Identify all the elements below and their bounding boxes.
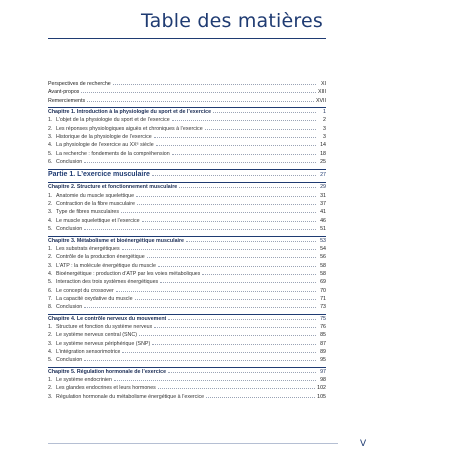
entry-label: Régulation hormonale du métabolisme énergétique à l’exercice xyxy=(56,393,205,400)
toc-entry[interactable] xyxy=(48,323,326,331)
dot-leader xyxy=(179,183,316,188)
dot-leader xyxy=(114,376,316,381)
dot-leader xyxy=(168,315,316,320)
page-number: V xyxy=(360,439,367,449)
entry-number: 1. xyxy=(48,323,53,330)
entry-label: L’ATP : la molécule énergétique du muscle xyxy=(56,262,156,269)
entry-number: 3. xyxy=(48,209,53,216)
entry-label: L’objet de la physiologie du sport et de l’exercice xyxy=(56,117,170,124)
toc-entry-remerciements[interactable] xyxy=(48,97,326,105)
toc-entry-label: Avant-propos xyxy=(48,89,80,96)
entry-number: 1. xyxy=(48,377,53,383)
toc-entry[interactable] xyxy=(48,393,326,401)
toc-chapter-3[interactable] xyxy=(48,236,326,245)
toc-chapter-1[interactable] xyxy=(48,107,326,116)
toc-entry[interactable] xyxy=(48,192,326,200)
entry-number: 1. xyxy=(48,192,53,199)
toc-entry[interactable] xyxy=(48,262,326,270)
toc-entry-page: XIII xyxy=(318,89,326,96)
entry-number: 4. xyxy=(48,348,53,355)
entry-label: Le système endocrinien xyxy=(56,377,112,383)
entry-label: Les substrats énergétiques xyxy=(56,245,120,252)
toc-entry[interactable] xyxy=(48,141,326,149)
entry-label: Le concept du crossover xyxy=(56,287,114,294)
dot-leader xyxy=(156,141,316,146)
chapter-page: 53 xyxy=(320,237,326,244)
entry-label: Les glandes endocrines et leurs hormones xyxy=(56,385,156,392)
chapter-title: Chapitre 3. Métabolisme et bioénergétique musculaire xyxy=(48,237,184,244)
entry-page: 58 xyxy=(320,270,326,277)
dot-leader xyxy=(137,200,316,205)
entry-label: La recherche : fondements de la compréhension xyxy=(56,150,170,157)
toc-entry[interactable] xyxy=(48,116,326,124)
entry-page: 46 xyxy=(320,217,326,224)
toc-entry[interactable] xyxy=(48,150,326,158)
chapter-title: Chapitre 4. Le contrôle nerveux du mouvement xyxy=(48,315,167,322)
entry-number: 2. xyxy=(48,332,53,339)
entry-number: 6. xyxy=(48,159,53,166)
entry-label: Conclusion xyxy=(56,357,83,364)
toc-entry-page: XI xyxy=(320,81,326,87)
entry-page: 71 xyxy=(320,295,326,302)
toc-entry[interactable] xyxy=(48,331,326,339)
dot-leader xyxy=(81,88,316,93)
entry-number: 4. xyxy=(48,217,53,224)
dot-leader xyxy=(113,80,316,85)
dot-leader xyxy=(152,171,316,176)
entry-page: 89 xyxy=(320,348,326,355)
entry-number: 2. xyxy=(48,254,53,261)
toc-entry[interactable] xyxy=(48,200,326,208)
dot-leader xyxy=(205,125,316,130)
entry-number: 3. xyxy=(48,262,53,269)
toc-entry[interactable] xyxy=(48,384,326,392)
dot-leader xyxy=(206,393,315,398)
entry-number: 5. xyxy=(48,226,53,233)
entry-page: 69 xyxy=(320,279,326,286)
dot-leader xyxy=(158,262,316,267)
entry-label: Contraction de la fibre musculaire xyxy=(56,201,135,208)
toc-entry[interactable] xyxy=(48,295,326,303)
entry-number: 1. xyxy=(48,117,53,124)
toc-entry[interactable] xyxy=(48,253,326,261)
entry-label: La physiologie de l’exercice au XXᵉ siècle xyxy=(56,142,154,149)
entry-page: 73 xyxy=(320,304,326,311)
entry-page: 31 xyxy=(320,192,326,199)
dot-leader xyxy=(158,384,315,389)
entry-page: 56 xyxy=(320,254,326,261)
dot-leader xyxy=(154,133,316,138)
toc-entry-avant-propos[interactable] xyxy=(48,88,326,96)
table-of-contents xyxy=(48,80,326,401)
chapter-page: 29 xyxy=(320,184,326,191)
dot-leader xyxy=(154,323,316,328)
toc-chapter-5[interactable] xyxy=(48,367,326,376)
dot-leader xyxy=(87,97,314,102)
dot-leader xyxy=(122,348,316,353)
dot-leader xyxy=(84,158,316,163)
entry-page: 70 xyxy=(320,287,326,294)
entry-number: 5. xyxy=(48,279,53,286)
toc-entry[interactable] xyxy=(48,303,326,311)
entry-label: Conclusion xyxy=(56,159,83,166)
entry-page: 2 xyxy=(323,117,326,124)
entry-label: Le système nerveux central (SNC) xyxy=(56,332,137,339)
toc-entry-label: Perspectives de recherche xyxy=(48,81,111,87)
entry-number: 3. xyxy=(48,393,53,400)
dot-leader xyxy=(122,245,316,250)
toc-part-1[interactable] xyxy=(48,169,326,180)
toc-entry[interactable] xyxy=(48,270,326,278)
entry-page: 85 xyxy=(320,332,326,339)
entry-number: 4. xyxy=(48,270,53,277)
dot-leader xyxy=(213,108,316,113)
entry-page: 41 xyxy=(320,209,326,216)
entry-label: Les réponses physiologiques aiguës et chroniques à l’exercice xyxy=(56,125,203,132)
toc-entry-perspectives[interactable] xyxy=(48,80,326,88)
toc-entry[interactable] xyxy=(48,340,326,348)
entry-page: 25 xyxy=(320,159,326,166)
entry-number: 3. xyxy=(48,134,53,141)
entry-page: 87 xyxy=(320,340,326,347)
entry-page: 102 xyxy=(317,385,326,392)
dot-leader xyxy=(202,270,316,275)
toc-entry[interactable] xyxy=(48,356,326,364)
dot-leader xyxy=(142,217,316,222)
dot-leader xyxy=(84,225,316,230)
entry-number: 2. xyxy=(48,385,53,392)
entry-page: 95 xyxy=(320,357,326,364)
dot-leader xyxy=(168,368,316,373)
toc-chapter-4[interactable] xyxy=(48,314,326,323)
toc-entry[interactable] xyxy=(48,225,326,233)
entry-number: 4. xyxy=(48,142,53,149)
chapter-title: Chapitre 5. Régulation hormonale de l’exercice xyxy=(48,368,167,375)
page-title: Table des matières xyxy=(140,10,323,32)
entry-number: 6. xyxy=(48,287,53,294)
dot-leader xyxy=(186,237,316,242)
toc-chapter-2[interactable] xyxy=(48,182,326,191)
dot-leader xyxy=(172,150,316,155)
entry-label: Conclusion xyxy=(56,304,83,311)
entry-label: Anatomie du muscle squelettique xyxy=(56,192,135,199)
toc-entry[interactable] xyxy=(48,287,326,295)
toc-entry[interactable] xyxy=(48,348,326,356)
toc-entry[interactable] xyxy=(48,376,326,384)
dot-leader xyxy=(84,303,316,308)
entry-page: 3 xyxy=(323,134,326,141)
entry-label: Type de fibres musculaires xyxy=(56,209,120,216)
entry-page: 18 xyxy=(320,150,326,157)
dot-leader xyxy=(172,116,316,121)
entry-page: 37 xyxy=(320,201,326,208)
dot-leader xyxy=(152,340,316,345)
entry-label: Historique de la physiologie de l’exercice xyxy=(56,134,152,141)
toc-entry-page: XVII xyxy=(315,97,326,104)
dot-leader xyxy=(136,192,316,197)
entry-label: La capacité oxydative du muscle xyxy=(56,295,133,302)
entry-number: 3. xyxy=(48,340,53,347)
entry-label: Contrôle de la production énergétique xyxy=(56,254,145,261)
entry-number: 5. xyxy=(48,150,53,157)
entry-page: 98 xyxy=(320,377,326,383)
entry-number: 2. xyxy=(48,201,53,208)
dot-leader xyxy=(160,278,316,283)
chapter-title: Chapitre 2. Structure et fonctionnement musculaire xyxy=(48,184,178,191)
dot-leader xyxy=(147,253,316,258)
toc-entry[interactable] xyxy=(48,217,326,225)
toc-entry[interactable] xyxy=(48,158,326,166)
entry-page: 51 xyxy=(320,226,326,233)
dot-leader xyxy=(121,208,316,213)
chapter-page: 75 xyxy=(320,315,326,322)
toc-entry[interactable] xyxy=(48,245,326,253)
entry-number: 1. xyxy=(48,245,53,252)
entry-number: 7. xyxy=(48,295,53,302)
chapter-page: 1 xyxy=(323,109,326,116)
dot-leader xyxy=(139,331,316,336)
entry-page: 105 xyxy=(317,393,326,400)
title-rule xyxy=(48,38,326,39)
dot-leader xyxy=(84,356,316,361)
entry-page: 14 xyxy=(320,142,326,149)
footer-rule xyxy=(48,443,338,444)
entry-number: 8. xyxy=(48,304,53,311)
entry-label: Le système nerveux périphérique (SNP) xyxy=(56,340,151,347)
part-title: Partie 1. L’exercice musculaire xyxy=(48,171,150,179)
entry-label: Le muscle squelettique et l’exercice xyxy=(56,217,140,224)
entry-page: 58 xyxy=(320,262,326,269)
toc-entry[interactable] xyxy=(48,125,326,133)
toc-entry-label: Remerciements xyxy=(48,97,86,104)
entry-page: 76 xyxy=(320,323,326,330)
entry-label: L’intégration sensorimotrice xyxy=(56,348,121,355)
toc-entry[interactable] xyxy=(48,278,326,286)
dot-leader xyxy=(116,287,316,292)
entry-label: Interaction des trois systèmes énergétiques xyxy=(56,279,159,286)
chapter-title: Chapitre 1. Introduction à la physiologie du sport et de l’exercice xyxy=(48,109,212,116)
entry-label: Bioénergétique : production d’ATP par les voies métaboliques xyxy=(56,270,201,277)
entry-page: 54 xyxy=(320,245,326,252)
entry-page: 3 xyxy=(323,125,326,132)
chapter-page: 97 xyxy=(320,368,326,375)
part-page: 27 xyxy=(320,172,326,179)
toc-entry[interactable] xyxy=(48,133,326,141)
entry-label: Structure et fonction du système nerveux xyxy=(56,323,153,330)
dot-leader xyxy=(135,295,316,300)
entry-number: 5. xyxy=(48,357,53,364)
entry-number: 2. xyxy=(48,125,53,132)
toc-entry[interactable] xyxy=(48,208,326,216)
entry-label: Conclusion xyxy=(56,226,83,233)
